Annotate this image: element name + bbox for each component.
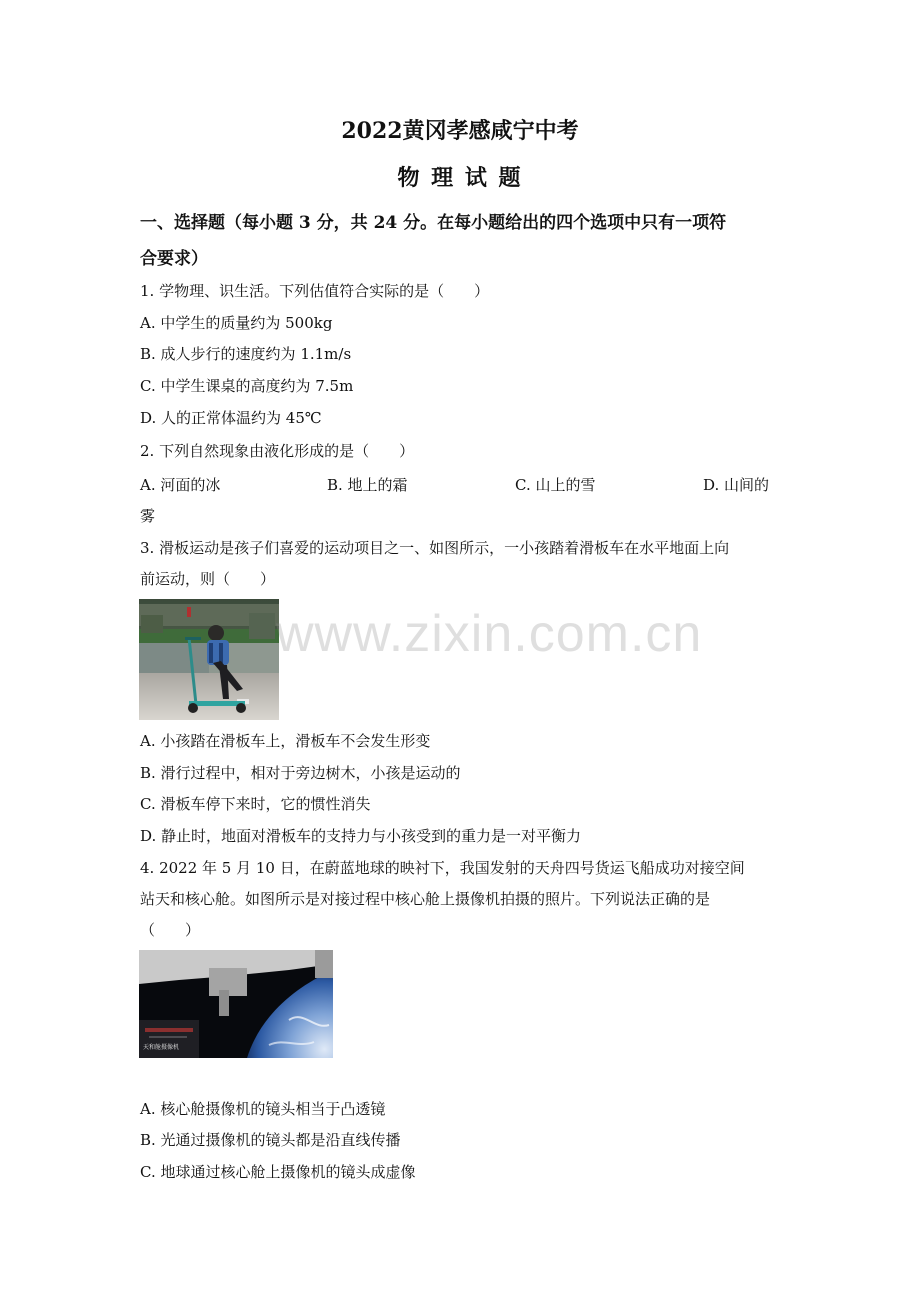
q3-option-b: B. 滑行过程中，相对于旁边树木，小孩是运动的 <box>140 764 461 782</box>
q3-stem-line1: 3. 滑板运动是孩子们喜爱的运动项目之一、如图所示，一小孩踏着滑板车在水平地面上向 <box>140 539 730 557</box>
scooter-photo <box>139 599 279 720</box>
q4-option-c: C. 地球通过核心舱上摄像机的镜头成虚像 <box>140 1163 416 1181</box>
q1-stem: 1. 学物理、识生活。下列估值符合实际的是（ ） <box>140 282 490 300</box>
q1-option-c: C. 中学生课桌的高度约为 7.5m <box>140 377 354 395</box>
q4-stem-line3: （ ） <box>140 921 201 939</box>
q2-option-d-wrap: 雾 <box>140 507 156 525</box>
exam-title: 2022黄冈孝感咸宁中考 <box>341 118 579 144</box>
section-heading-line1: 一、选择题（每小题 3 分，共 24 分。在每小题给出的四个选项中只有一项符 <box>140 213 727 233</box>
space-photo-caption: 天和舱摄像机 <box>143 1044 180 1051</box>
q1-option-b: B. 成人步行的速度约为 1.1m/s <box>140 345 352 363</box>
q2-option-b: B. 地上的霜 <box>327 476 408 494</box>
q4-stem-line1: 4. 2022 年 5 月 10 日，在蔚蓝地球的映衬下，我国发射的天舟四号货运飞船成功对接空间 <box>140 859 745 877</box>
q2-option-c: C. 山上的雪 <box>515 476 596 494</box>
q4-option-a: A. 核心舱摄像机的镜头相当于凸透镜 <box>140 1100 386 1118</box>
q3-option-c: C. 滑板车停下来时，它的惯性消失 <box>140 795 371 813</box>
q3-option-a: A. 小孩踏在滑板车上，滑板车不会发生形变 <box>140 732 431 750</box>
section-heading-line2: 合要求） <box>140 249 208 269</box>
watermark: www.zixin.com.cn <box>276 605 703 663</box>
q4-option-b: B. 光通过摄像机的镜头都是沿直线传播 <box>140 1131 401 1149</box>
space-station-photo <box>139 950 333 1058</box>
q4-stem-line2: 站天和核心舱。如图所示是对接过程中核心舱上摄像机拍摄的照片。下列说法正确的是 <box>140 890 711 908</box>
q1-option-a: A. 中学生的质量约为 500kg <box>140 314 333 332</box>
q3-stem-line2: 前运动，则（ ） <box>140 570 276 588</box>
q2-option-a: A. 河面的冰 <box>140 476 221 494</box>
q1-option-d: D. 人的正常体温约为 45℃ <box>140 409 322 427</box>
q3-option-d: D. 静止时，地面对滑板车的支持力与小孩受到的重力是一对平衡力 <box>140 827 582 845</box>
q2-stem: 2. 下列自然现象由液化形成的是（ ） <box>140 442 415 460</box>
exam-subtitle: 物 理 试 题 <box>397 165 523 191</box>
q2-option-d: D. 山间的 <box>703 476 770 494</box>
